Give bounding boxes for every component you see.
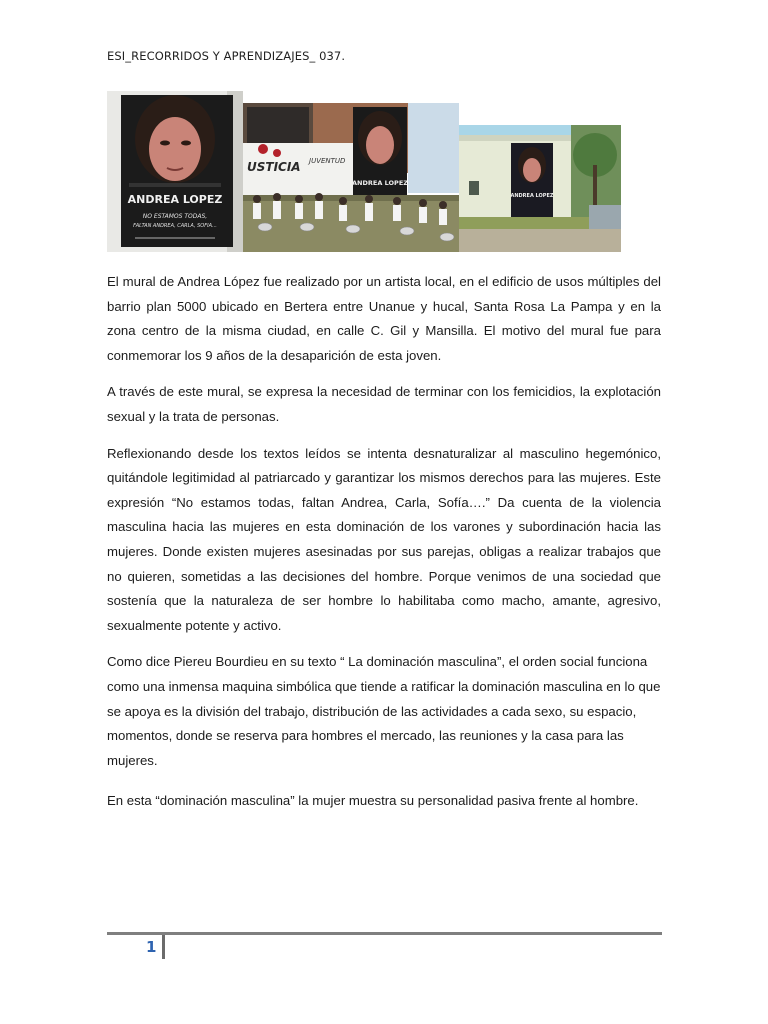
document-body	[107, 270, 661, 829]
wall-text-right: JUVENTUD	[309, 157, 346, 165]
mural-name-text: ANDREA LOPEZ	[127, 193, 223, 206]
mural-drummers-photo	[243, 103, 459, 252]
page-number: 1	[146, 938, 157, 956]
paragraph-mural-purpose: A través de este mural, se expresa la necesidad de terminar con los femicidios, la explotación sexual y la trata de personas.	[107, 384, 661, 424]
paragraph-bourdieu: Como dice Piereu Bourdieu en su texto “ La dominación masculina”, el orden social funciona como una inmensa maquina simbólica que tiende a ratificar la dominación masculina en lo que se apoya es la división del trabajo, distribución de las actividades a cada sexo, su espacio, momentos, donde se reserva para hombres el mercado, las reuniones y la casa para las mujeres.	[107, 654, 661, 768]
page-number-bar	[162, 935, 165, 959]
paragraph-reflection: Reflexionando desde los textos leídos se intenta desnaturalizar al masculino hegemónico, quitándole legitimidad al patriarcado y garantizar los mismos derechos para las mujeres. Este expresión “No estamos todas, faltan Andrea, Carla, Sofía….” Da cuenta de la violencia masculina hacia las mujeres en esta dominación de los varones y subordinación hacia las mujeres. Donde existen mujeres asesinadas por sus parejas, obligas a realizar trabajos que no quieren, sometidas a las decisiones del hombre. Porque venimos de una sociedad que sostenía que la naturaleza de ser hombre lo habilitaba como macho, amante, agresivo, sexualmente potente y activo.	[107, 445, 661, 633]
paragraph-conclusion: En esta “dominación masculina” la mujer muestra su personalidad pasiva frente al hombre.	[107, 793, 639, 809]
wall-text-left: USTICIA	[247, 160, 301, 174]
mural-name-text-2: ANDREA LOPEZ	[352, 179, 408, 187]
footer-divider	[107, 932, 662, 935]
mural-slogan-line1: NO ESTAMOS TODAS,	[142, 213, 208, 220]
mural-building-photo	[459, 125, 621, 252]
mural-photo-strip	[107, 91, 627, 253]
document-header: ESI_RECORRIDOS Y APRENDIZAJES_ 037.	[107, 49, 346, 63]
mural-closeup-photo	[107, 91, 243, 252]
mural-name-text-3: ANDREA LOPEZ	[510, 193, 554, 199]
mural-slogan-line2: FALTAN ANDREA, CARLA, SOFIA...	[133, 223, 217, 229]
paragraph-mural-location: El mural de Andrea López fue realizado por un artista local, en el edificio de usos múltiples del barrio plan 5000 ubicado en Bertera entre Unanue y hucal, Santa Rosa La Pampa y en la zona centro de la misma ciudad, en calle C. Gil y Mansilla. El motivo del mural fue para conmemorar los 9 años de la desaparición de esta joven.	[107, 274, 661, 363]
